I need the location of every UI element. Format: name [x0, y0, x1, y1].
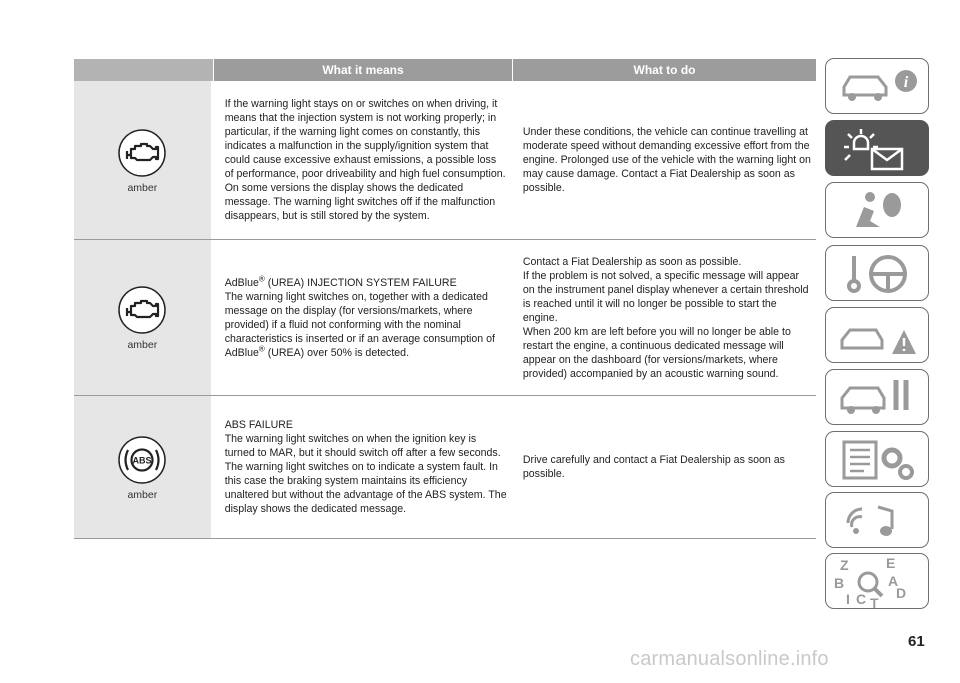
watermark: carmanualsonline.info	[630, 648, 829, 670]
meaning-text	[224, 273, 508, 360]
multimedia-tab[interactable]	[825, 492, 929, 548]
emergency-tab[interactable]	[825, 307, 929, 363]
meaning-text: ABS FAILURE The warning light switches on when the ignition key is turned to MAR, but it should switch off after a few seconds. The warning light switches on to indicate a system fault. In this case the braking system maintains its efficiency unaltered but without the advantage of the ABS system. The display shows the dedicated message.	[224, 419, 507, 515]
warning-lights-table	[74, 59, 816, 539]
car-info-icon	[826, 59, 930, 115]
starting-driving-tab[interactable]	[825, 245, 929, 301]
table-row	[74, 240, 816, 396]
meaning-text-b: (UREA) INJECTION SYSTEM FAILURE The warning light switches on, together with a dedicated message on the display (for versions/markets, where provided) if a fluid not conforming with the nominal characteristics is inserted or if an average consumption of AdBlue	[224, 276, 495, 359]
table-header	[74, 59, 816, 81]
page-number: 61	[908, 633, 925, 650]
action-text: Under these conditions, the vehicle can continue travelling at moderate speed without demanding excessive effort from the engine. Prolonged use of the vehicle with the warning light on may cause damage. Contact a Fiat Dealership as soon as possible.	[522, 126, 811, 194]
header-what-to-do: What to do	[513, 59, 816, 81]
abs-icon	[116, 434, 168, 486]
meaning-text-c: (UREA) over 50% is detected.	[264, 346, 410, 359]
index-letter: D	[896, 585, 907, 601]
meaning-cell	[211, 81, 513, 239]
index-letter: T	[870, 595, 879, 610]
warning-lights-messages-icon	[826, 121, 930, 177]
index-letter: Z	[840, 557, 849, 573]
icon-cell	[74, 396, 211, 538]
technical-data-tab[interactable]	[825, 431, 929, 487]
index-tab[interactable]	[825, 553, 929, 609]
table-row	[74, 396, 816, 539]
car-info-tab[interactable]	[825, 58, 929, 114]
header-what-it-means: What it means	[214, 59, 512, 81]
indicator-color-label: amber	[127, 339, 158, 351]
index-letter: I	[846, 591, 850, 607]
svg-text:i: i	[903, 74, 909, 91]
index-letter: A	[888, 573, 899, 589]
engine-check-icon	[116, 127, 168, 179]
maintenance-tab[interactable]	[825, 369, 929, 425]
action-text: Drive carefully and contact a Fiat Dealership as soon as possible.	[522, 454, 785, 480]
abs-icon-text: ABS	[132, 455, 152, 465]
index-letter: B	[834, 575, 845, 591]
warning-lights-tab[interactable]	[825, 120, 929, 176]
index-letter: E	[886, 555, 896, 571]
index-letter: C	[856, 591, 867, 607]
indicator-color-label: amber	[127, 488, 158, 501]
meaning-cell	[211, 240, 513, 395]
registered-mark: ®	[258, 273, 265, 283]
safety-tab[interactable]	[825, 182, 929, 238]
car-wrench-icon	[826, 370, 930, 426]
action-cell	[513, 396, 816, 538]
registered-mark: ®	[258, 343, 265, 353]
engine-check-icon	[116, 284, 168, 336]
spec-sheet-gears-icon	[826, 432, 930, 488]
key-steering-wheel-icon	[826, 246, 930, 302]
icon-cell	[74, 240, 211, 395]
action-text: Contact a Fiat Dealership as soon as possible. If the problem is not solved, a specific message will appear on the instrument panel display whenever a certain threshold is reached until it will no longer be possible to start the engine. When 200 km are left before you will no longer be able to restart the engine, a continuous dedicated message will appear on the dashboard (for versions/markets, where provided) accompanied by an acoustic warning sound.	[522, 255, 809, 380]
action-cell	[513, 81, 816, 239]
table-row	[74, 81, 816, 240]
icon-cell	[74, 81, 211, 239]
indicator-color-label: amber	[127, 181, 158, 194]
header-icon-column	[74, 59, 213, 81]
alphabet-index-icon	[826, 554, 930, 610]
meaning-text-a: AdBlue	[224, 276, 259, 289]
multimedia-icon	[826, 493, 930, 549]
action-cell	[513, 240, 816, 395]
meaning-cell	[211, 396, 513, 538]
airbag-seat-icon	[826, 183, 930, 239]
meaning-text: If the warning light stays on or switches on when driving, it means that the injection system is not working properly; in particular, if the warning light comes on constantly, this indicates a malfunction in the supply/ignition system that could cause excessive exhaust emissions, a possible loss of performance, poor driveability and high fuel consumption. On some versions the display shows the dedicated message. The warning light switches off if the malfunction disappears, but is still stored by the system.	[224, 98, 506, 222]
car-crash-warning-icon	[826, 308, 930, 364]
